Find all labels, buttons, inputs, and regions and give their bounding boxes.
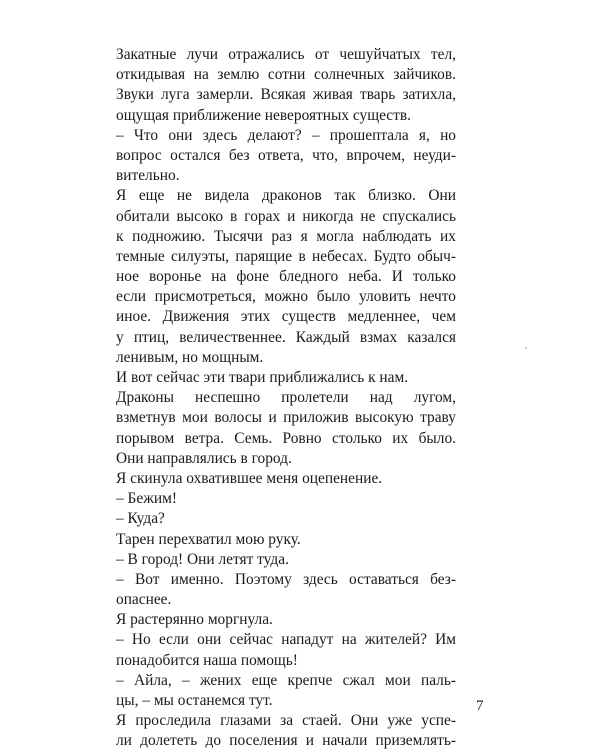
text-line: если присмотреться, можно было уловить нечто	[116, 288, 456, 306]
text-line: Они направлялись в город.	[116, 449, 292, 467]
text-line: Я проследила глазами за стаей. Они уже успе-	[116, 712, 456, 730]
text-line: – Куда?	[116, 510, 165, 528]
text-line: ленивым, но мощным.	[116, 348, 264, 366]
text-line: – Айла, – жених еще крепче сжал мои паль-	[116, 671, 456, 689]
text-line: – Что они здесь делают? – прошептала я, но	[116, 126, 456, 144]
text-line: Звуки луга замерли. Всякая живая тварь затихла,	[116, 86, 456, 104]
text-line: откидывая на землю сотни солнечных зайчиков.	[116, 66, 456, 84]
text-line: у птиц, величественнее. Каждый взмах казался	[116, 328, 456, 346]
text-line: – Бежим!	[116, 490, 177, 508]
text-line: цы, – мы останемся тут.	[116, 692, 273, 709]
text-line: вопрос остался без ответа, что, впрочем, неуди-	[116, 146, 456, 164]
text-line: Я скинула охватившее меня оцепенение.	[116, 469, 383, 487]
text-line: И вот сейчас эти твари приближались к нам.	[116, 369, 409, 386]
text-line: темные силуэты, парящие в небесах. Будто обыч-	[116, 247, 456, 265]
text-line: Я еще не видела драконов так близко. Они	[116, 187, 456, 205]
scan-speck	[525, 347, 527, 349]
text-line: понадобится наша помощь!	[116, 651, 298, 669]
text-line: взметнув мои волосы и приложив высокую траву	[116, 409, 456, 427]
body-text	[116, 45, 456, 752]
text-line: опаснее.	[116, 591, 172, 609]
page-number: 7	[476, 698, 484, 714]
text-line: порывом ветра. Семь. Ровно столько их было.	[116, 429, 456, 447]
text-line: обитали высоко в горах и никогда не спускались	[116, 207, 456, 225]
text-line: Закатные лучи отражались от чешуйчатых тел,	[116, 46, 456, 63]
text-line: вительно.	[116, 167, 180, 185]
text-line: Я растерянно моргнула.	[116, 611, 273, 629]
text-line: ощущая приближение невероятных существ.	[116, 106, 411, 124]
text-line: Драконы неспешно пролетели над лугом,	[116, 389, 456, 407]
text-line: – В город! Они летят туда.	[116, 550, 289, 568]
text-line: иное. Движения этих существ медленнее, чем	[116, 308, 456, 326]
text-line: – Но если они сейчас нападут на жителей? Им	[116, 631, 456, 649]
text-line: – Вот именно. Поэтому здесь оставаться без-	[116, 570, 456, 588]
text-line: ное воронье на фоне бледного неба. И только	[116, 268, 456, 286]
text-line: ли долететь до поселения и начали приземлять-	[116, 732, 456, 750]
text-line: Тарен перехватил мою руку.	[116, 530, 301, 548]
text-line: к подножию. Тысячи раз я могла наблюдать их	[116, 227, 456, 245]
